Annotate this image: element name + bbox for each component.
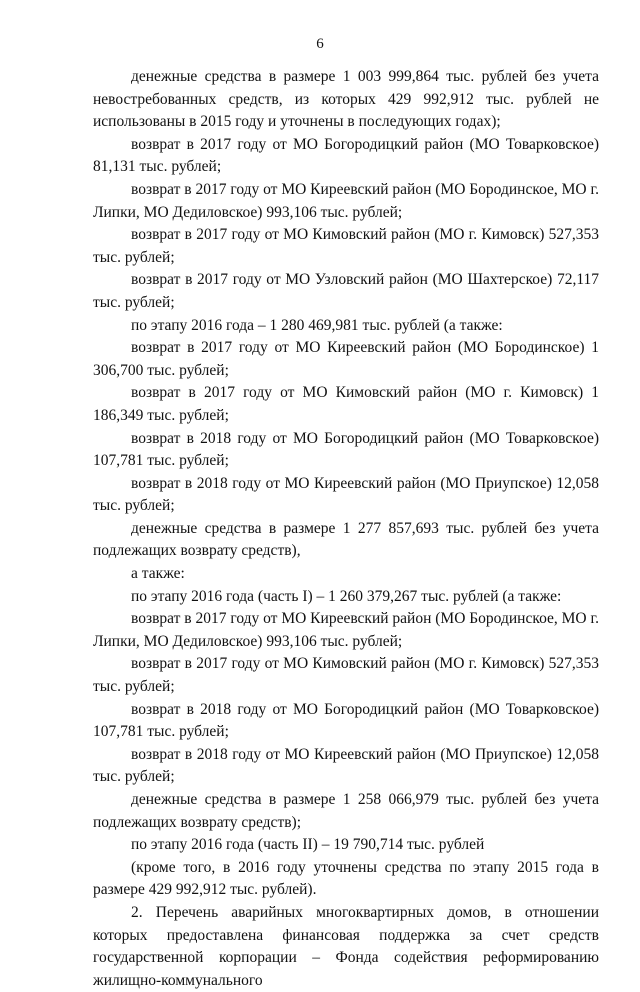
paragraph: возврат в 2017 году от МО Киреевский район (МО Бородинское, МО г. Липки, МО Дедиловское) 993,106 тыс. рублей; [93,180,599,221]
paragraph: возврат в 2018 году от МО Богородицкий район (МО Товарковское) 107,781 тыс. рублей; [93,429,599,470]
paragraph: а также: [131,565,185,583]
paragraph: 2. Перечень аварийных многоквартирных домов, в отношении которых предоставлена финансовая поддержка за счет средств государственной корпорации – Фонда содействия реформированию жилищно-коммунального [93,903,599,989]
page-number: 6 [316,36,324,52]
paragraph: возврат в 2017 году от МО Узловский район (МО Шахтерское) 72,117 тыс. рублей; [93,271,599,311]
paragraph: по этапу 2016 года – 1 280 469,981 тыс. рублей (а также: [131,316,503,334]
paragraph: возврат в 2017 году от МО Кимовский район (МО г. Кимовск) 527,353 тыс. рублей; [93,226,599,266]
paragraph: возврат в 2018 году от МО Богородицкий район (МО Товарковское) 107,781 тыс. рублей; [93,700,599,741]
document-body [93,66,599,992]
paragraph: возврат в 2018 году от МО Киреевский район (МО Приупское) 12,058 тыс. рублей; [93,745,599,786]
paragraph: возврат в 2017 году от МО Киреевский район (МО Бородинское) 1 306,700 тыс. рублей; [93,339,599,379]
paragraph: по этапу 2016 года (часть I) – 1 260 379,267 тыс. рублей (а также: [131,587,562,605]
paragraph: возврат в 2017 году от МО Кимовский район (МО г. Кимовск) 527,353 тыс. рублей; [93,655,599,696]
paragraph: возврат в 2018 году от МО Киреевский район (МО Приупское) 12,058 тыс. рублей; [93,474,599,515]
paragraph: денежные средства в размере 1 003 999,864 тыс. рублей без учета невостребованных средств, из которых 429 992,912 тыс. рублей не использованы в 2015 году и уточнены в последующих годах); [93,68,599,131]
paragraph: возврат в 2017 году от МО Кимовский район (МО г. Кимовск) 1 186,349 тыс. рублей; [93,384,599,424]
paragraph: (кроме того, в 2016 году уточнены средства по этапу 2015 года в размере 429 992,912 тыс. рублей). [93,858,599,899]
paragraph: денежные средства в размере 1 277 857,693 тыс. рублей без учета подлежащих возврату средств), [93,519,599,560]
paragraph: денежные средства в размере 1 258 066,979 тыс. рублей без учета подлежащих возврату средств); [93,791,599,831]
paragraph: возврат в 2017 году от МО Богородицкий район (МО Товарковское) 81,131 тыс. рублей; [93,135,599,176]
paragraph: возврат в 2017 году от МО Киреевский район (МО Бородинское, МО г. Липки, МО Дедиловское) 993,106 тыс. рублей; [93,610,599,650]
paragraph: по этапу 2016 года (часть II) – 19 790,714 тыс. рублей [131,836,485,854]
